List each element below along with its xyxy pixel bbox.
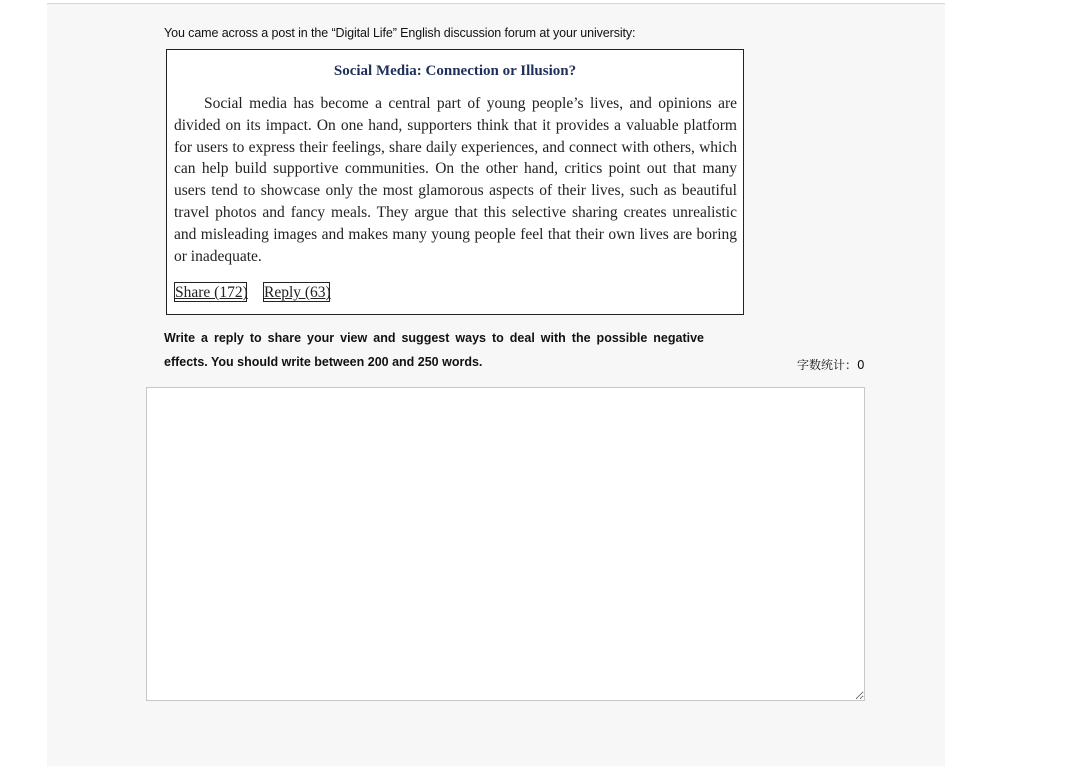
word-count	[797, 356, 865, 373]
answer-textarea[interactable]	[146, 387, 865, 701]
reply-button[interactable]: Reply (63)	[264, 284, 331, 301]
forum-post	[166, 49, 744, 315]
word-count-label: 字数统计：	[797, 358, 858, 372]
post-body: Social media has become a central part of young people’s lives, and opinions are divided on its impact. On one hand, supporters think that it provides a valuable platform for users to express their feelings, share daily experiences, and connect with others, which can help build supportive communities. On the other hand, critics point out that many users tend to showcase only the most glamorous aspects of their lives, such as beautiful travel photos and fancy meals. They argue that this selective sharing creates unrealistic and misleading images and makes many young people feel that their own lives are boring or inadequate.	[174, 95, 737, 265]
post-title: Social Media: Connection or Illusion?	[333, 63, 577, 79]
word-count-value: 0	[857, 358, 865, 372]
share-button[interactable]: Share (172)	[175, 284, 248, 301]
task-intro-text: You came across a post in the “Digital Life” English discussion forum at your university:	[164, 26, 636, 40]
writing-instruction: Write a reply to share your view and suggest ways to deal with the possible negative effects. You should write between 200 and 250 words.	[164, 331, 704, 369]
